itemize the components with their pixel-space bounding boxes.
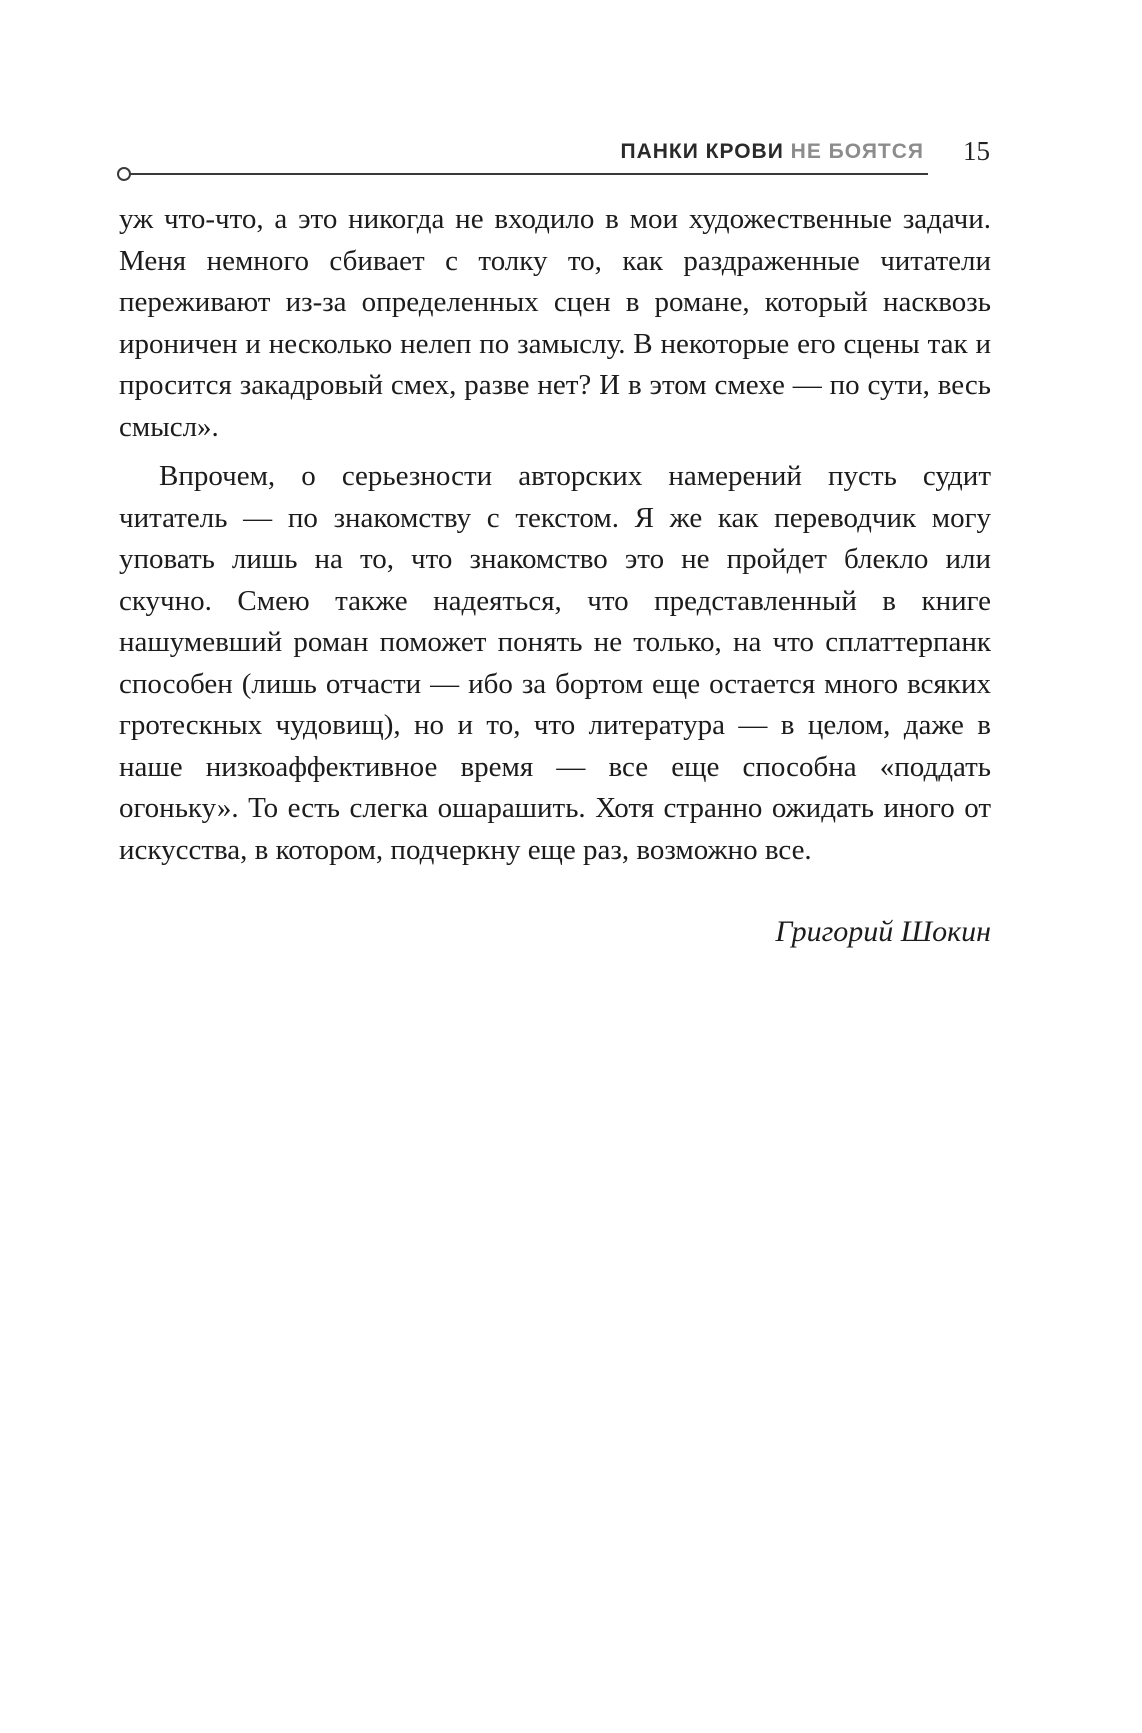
paragraph-2: Впрочем, о серьезности авторских намерений пусть судит читатель — по знакомству с текстом. Я же как переводчик могу уповать лишь на то, что знакомство это не пройдет блекло или скучно. Смею также надеяться, что представленный в книге нашумевший роман поможет понять не только, на что сплаттерпанк способен (лишь отчасти — ибо за бортом еще остается много всяких гротескных чудовищ), но и то, что литература — в целом, даже в наше низкоаффективное время — все еще способна «поддать огоньку». То есть слегка ошарашить. Хотя странно ожидать иного от искусства, в котором, подчеркну еще раз, возможно все. — [119, 460, 991, 866]
book-title-dark: ПАНКИ КРОВИ — [620, 140, 784, 163]
running-head-title — [621, 140, 925, 164]
body-text — [119, 199, 991, 871]
rule-circle-ornament — [117, 167, 131, 181]
header-rule — [128, 173, 928, 175]
running-head — [118, 136, 990, 172]
paragraph-1: уж что-что, а это никогда не входило в мои художественные задачи. Меня немного сбивает с толку то, как раздраженные читатели переживают из-за определенных сцен в романе, который насквозь ироничен и несколько нелеп по замыслу. В некоторые его сцены так и просится закадровый смех, разве нет? И в этом смехе — по сути, весь смысл». — [119, 203, 991, 443]
book-title-light: НЕ БОЯТСЯ — [790, 140, 924, 163]
author-signature: Григорий Шокин — [775, 915, 991, 948]
page-number: 15 — [963, 136, 990, 166]
